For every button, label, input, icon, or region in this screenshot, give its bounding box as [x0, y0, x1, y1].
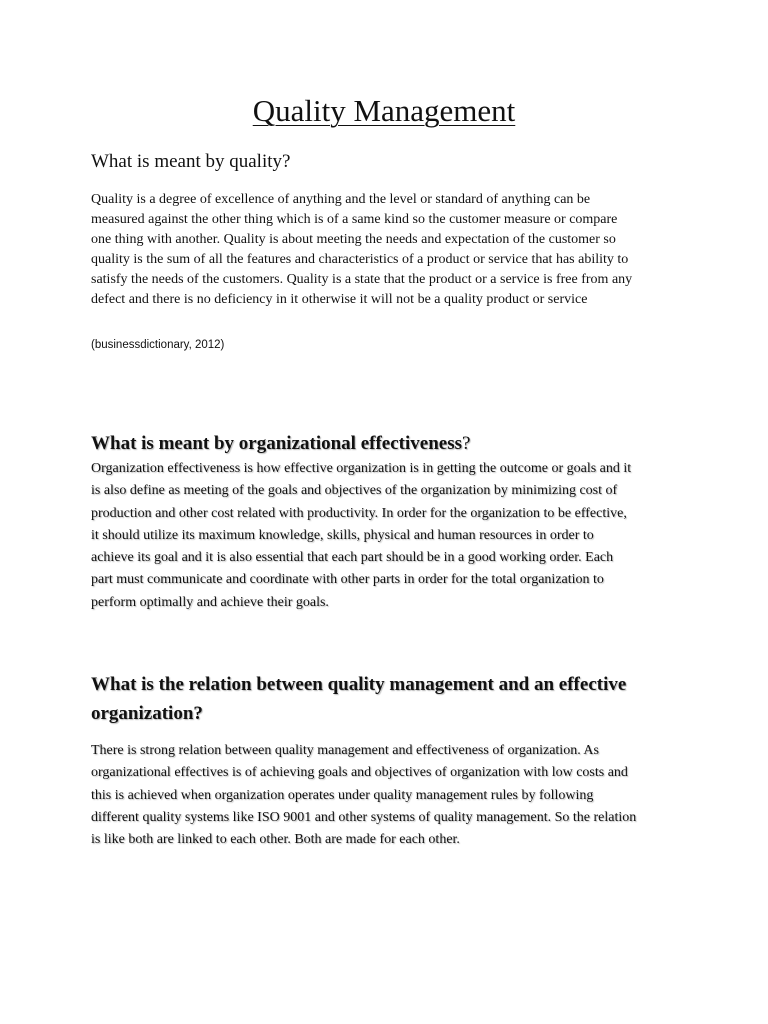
paragraph-line: satisfy the needs of the customers. Quality is a state that the product or a service is free from any — [91, 272, 633, 287]
section-heading-relation — [91, 670, 691, 728]
paragraph-line: organizational effectives is of achieving goals and objectives of organization with low costs and — [91, 765, 628, 781]
paragraph-line: defect and there is no deficiency in it otherwise it will not be a quality product or service — [91, 292, 588, 307]
citation: (businessdictionary, 2012) — [91, 339, 225, 351]
paragraph-line: production and other cost related with productivity. In order for the organization to be effective, — [91, 505, 627, 521]
paragraph-relation — [91, 740, 681, 851]
paragraph-quality — [91, 190, 681, 310]
paragraph-line: Organization effectiveness is how effective organization is in getting the outcome or goals and it — [91, 461, 632, 476]
heading-line: What is the relation between quality management and an effective — [91, 674, 627, 695]
paragraph-line: it should utilize its maximum knowledge, skills, physical and human resources in order to — [91, 527, 594, 543]
paragraph-line: perform optimally and achieve their goals. — [91, 594, 329, 610]
paragraph-line: quality is the sum of all the features and characteristics of a product or service that has ability to — [91, 252, 629, 267]
paragraph-line: There is strong relation between quality management and effectiveness of organization. As — [91, 743, 599, 758]
paragraph-line: Quality is a degree of excellence of anything and the level or standard of anything can be — [91, 192, 591, 207]
paragraph-line: this is achieved when organization operates under quality management rules by following — [91, 787, 594, 803]
paragraph-line: one thing with another. Quality is about meeting the needs and expectation of the customer so — [91, 232, 616, 247]
paragraph-line: is like both are linked to each other. Both are made for each other. — [91, 832, 460, 848]
heading-line: organization? — [91, 703, 203, 724]
paragraph-line: part must communicate and coordinate with other parts in order for the total organization to — [91, 572, 604, 588]
section-heading-quality: What is meant by quality? — [91, 151, 291, 172]
section-heading-effectiveness — [91, 432, 470, 456]
paragraph-line: is also define as meeting of the goals and objectives of the organization by minimizing cost of — [91, 483, 618, 499]
paragraph-line: achieve its goal and it is also essential that each part should be in a good working order. Each — [91, 550, 614, 566]
question-mark: ? — [461, 433, 471, 454]
document-title: Quality Management — [252, 93, 516, 128]
paragraph-line: measured against the other thing which is of a same kind so the customer measure or compare — [91, 212, 618, 227]
section-heading-text: What is meant by organizational effectiveness — [91, 433, 462, 454]
paragraph-line: different quality systems like ISO 9001 and other systems of quality management. So the relation — [91, 809, 637, 825]
paragraph-effectiveness — [91, 458, 681, 614]
